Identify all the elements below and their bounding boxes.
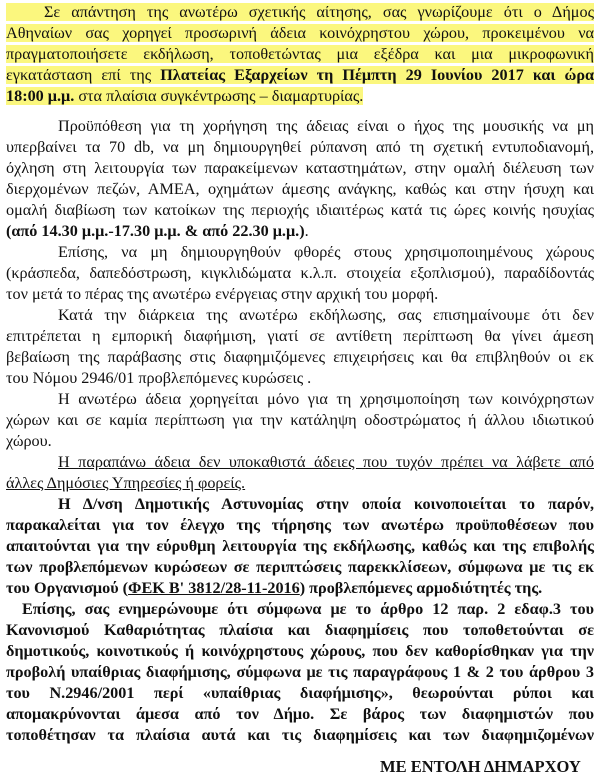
paragraph-4-line-4: του Νόμου 2946/01 προβλεπόμενες κυρώσεις . (6, 369, 312, 387)
paragraph-1-line-1: Σε απάντηση της ανωτέρω σχετικής αίτησης, σας γνωρίζουμε ότι ο Δήμος (6, 2, 594, 23)
paragraph-2-line-2: υπερβαίνει τα 70 db, να μη δημιουργηθεί ρύπανση από τη σχετική εντυποδιανομή, (6, 138, 594, 156)
paragraph-6-line-1: Η παραπάνω άδεια δεν υποκαθιστά άδειες που τυχόν πρέπει να λάβετε από (58, 453, 594, 471)
event-time: 18:00 μ.μ. (6, 87, 75, 105)
paragraph-7-line-5: του Οργανισμού (ΦΕΚ Β' 3812/28-11-2016) προβλεπόμενες αρμοδιότητές της. (6, 579, 543, 597)
quiet-hours: (από 14.30 μ.μ.-17.30 μ.μ. & από 22.30 μ.μ.) (6, 222, 305, 240)
paragraph-1-line-4: εγκατάσταση επί της Πλατείας Εξαρχείων τη Πέμπτη 29 Ιουνίου 2017 και ώρα (6, 66, 595, 84)
signature: ΜΕ ΕΝΤΟΛΗ ΔΗΜΑΡΧΟΥ (380, 757, 581, 776)
paragraph-2-line-1: Προϋπόθεση για τη χορήγηση της άδειας είναι ο ήχος της μουσικής να μη (58, 117, 594, 135)
paragraph-2-line-3: όχληση στη λειτουργία των παρακείμενων καταστημάτων, στην ομαλή διέλευση των (6, 159, 594, 177)
paragraph-3-line-3: τον μετά το πέρας της ανωτέρω ενέργειας στην αρχική του μορφή. (6, 285, 439, 303)
paragraph-1-line-2: Αθηναίων σας χορηγεί προσωρινή άδεια κοινόχρηστου χώρου, προκειμένου να (6, 24, 594, 42)
paragraph-5-line-2: χώρων και σε καμία περίπτωση για την κατάληψη οδοστρώματος ή άλλου ιδιωτικού (6, 411, 594, 429)
paragraph-6-line-2: άλλες Δημόσιες Υπηρεσίες ή φορείς. (6, 474, 246, 492)
paragraph-8-line-2: Κανονισμού Καθαριότητας πλαίσια και διαφημίσεις που τοποθετούνται σε (6, 621, 594, 639)
paragraph-2-line-6: (από 14.30 μ.μ.-17.30 μ.μ. & από 22.30 μ.μ.). (6, 222, 309, 240)
event-location-date: Πλατείας Εξαρχείων τη Πέμπτη 29 Ιουνίου 2017 και ώρα (160, 66, 595, 84)
paragraph-1-line-3: πραγματοποιήσετε εκδήλωση, τοποθετώντας μια εξέδρα και μια μικροφωνική (6, 45, 594, 63)
paragraph-7-line-4: των προβλεπόμενων κυρώσεων σε περιπτώσεις παρεκκλίσεων, σύμφωνα με τις εκ (6, 558, 594, 576)
paragraph-7-line-1: Η Δ/νση Δημοτικής Αστυνομίας στην οποία κοινοποιείται το παρόν, (58, 495, 594, 513)
paragraph-8-line-1: Επίσης, σας ενημερώνουμε ότι σύμφωνα με το άρθρο 12 παρ. 2 εδαφ.3 του (22, 600, 594, 618)
paragraph-5-line-3: χώρου. (6, 432, 52, 450)
paragraph-7-line-3: απαιτούνται για την εύρυθμη λειτουργία της εκδήλωσης, καθώς και της επιβολής (6, 537, 594, 555)
paragraph-8-line-5: του N.2946/2001 περί «υπαίθριας διαφήμισης», θεωρούνται ρύποι και (6, 684, 594, 702)
paragraph-2-line-5: ομαλή διαβίωση των κατοίκων της περιοχής ιδιαιτέρως κατά τις ώρες κοινής ησυχίας (6, 201, 594, 219)
paragraph-8-line-4: προβολή υπαίθριας διαφήμισης, σύμφωνα με τις παραγράφους 1 & 2 του άρθρου 3 (6, 663, 594, 681)
paragraph-3-line-1: Επίσης, να μη δημιουργηθούν φθορές στους χρησιμοποιημένους χώρους (58, 243, 594, 261)
paragraph-1-line-5: 18:00 μ.μ. στα πλαίσια συγκέντρωσης – διαμαρτυρίας. (6, 87, 364, 105)
paragraph-8-line-7: τοποθέτησαν τα πλαίσια αυτά και τις διαφημίσεις και των διαφημιζομένων (6, 726, 594, 744)
paragraph-7-line-2: παρακαλείται για τον έλεγχο της τήρησης των ανωτέρω προϋποθέσεων που (6, 516, 594, 534)
paragraph-8-line-3: δημοτικούς, κοινοτικούς ή κοινόχρηστους χώρους, που δεν καθορίσθηκαν για την (6, 642, 594, 660)
paragraph-4-line-2: επιτρέπεται η εμπορική διαφήμιση, γιατί σε αντίθετη περίπτωση θα γίνει άμεση (6, 327, 594, 345)
paragraph-8-line-6: απομακρύνονται άμεσα από τον Δήμο. Σε βάρος των διαφημιστών που (6, 705, 594, 723)
paragraph-2-line-4: διερχομένων πεζών, ΑΜΕΑ, οχημάτων άμεσης ανάγκης, καθώς και στην ήσυχη και (6, 180, 594, 198)
paragraph-3-line-2: (κράσπεδα, δαπεδόστρωση, κιγκλιδώματα κ.λ.π. στοιχεία εξοπλισμού), παραδίδοντάς (6, 264, 594, 282)
paragraph-5-line-1: Η ανωτέρω άδεια χορηγείται μόνο για τη χρησιμοποίηση των κοινόχρηστων (58, 390, 594, 408)
fek-reference: ΦΕΚ Β' 3812/28-11-2016 (128, 579, 300, 597)
paragraph-4-line-3: βεβαίωση της παράβασης στις διαφημιζόμενες επιχειρήσεις και θα επιβληθούν οι εκ (6, 348, 594, 366)
paragraph-4-line-1: Κατά την διάρκεια της ανωτέρω εκδήλωσης, σας επισημαίνουμε ότι δεν (58, 306, 594, 324)
